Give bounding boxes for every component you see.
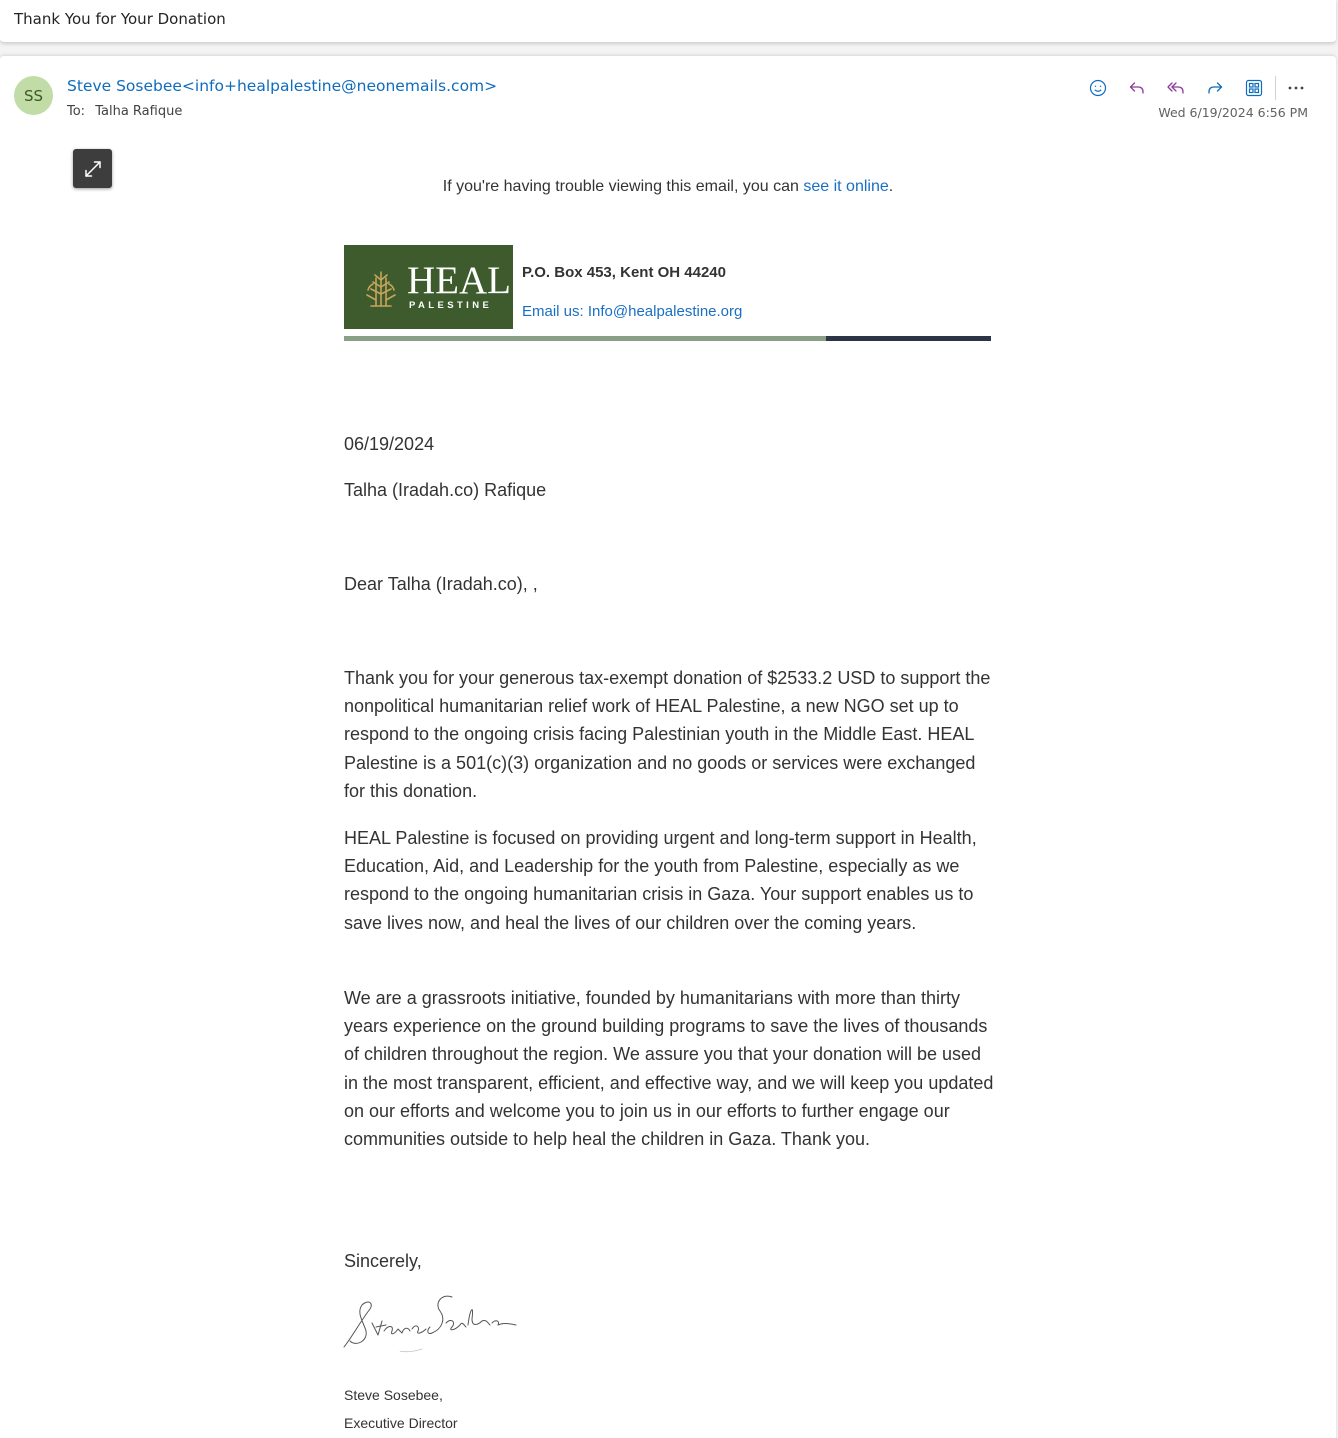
to-label: To: (67, 104, 86, 119)
signer-title: Executive Director (344, 1415, 458, 1431)
signer-name: Steve Sosebee, (344, 1387, 443, 1403)
reply-icon (1127, 78, 1147, 98)
recipient-full-name: Talha (Iradah.co) Rafique (344, 480, 547, 500)
header-divider-dark (826, 336, 991, 341)
emoji-reaction-button[interactable] (1084, 74, 1112, 102)
body-paragraph-1: Thank you for your generous tax-exempt donation of $2533.2 USD to support the nonpolitical humanitarian relief work of HEAL Palestine, a new NGO set up to respond to the ongoing crisis facing Palestinian youth in the Middle East. HEAL Palestine is a 501(c)(3) organization and no goods or services were exchanged for this donation. (344, 668, 991, 801)
salutation: Dear Talha (Iradah.co), , (344, 574, 538, 594)
header-divider-green (344, 336, 826, 341)
mailing-address: P.O. Box 453, Kent OH 44240 (522, 264, 726, 281)
view-online-notice (0, 178, 1336, 196)
email-subject: Thank You for Your Donation (14, 10, 226, 28)
forward-icon (1205, 78, 1225, 98)
apps-button[interactable] (1240, 74, 1268, 102)
expand-icon (83, 159, 103, 179)
recipient-line (67, 104, 182, 119)
see-it-online-link[interactable]: see it online (803, 178, 889, 195)
forward-button[interactable] (1201, 74, 1229, 102)
received-date: Wed 6/19/2024 6:56 PM (1158, 105, 1308, 120)
view-online-text: If you're having trouble viewing this email, you can (442, 178, 804, 195)
actions-divider (1275, 76, 1276, 100)
message-actions (1084, 74, 1321, 102)
email-us-link[interactable]: Email us: Info@healpalestine.org (522, 303, 743, 320)
sender-name[interactable]: Steve Sosebee<info+healpalestine@neonemails.com> (67, 77, 498, 95)
sender-avatar[interactable]: SS (14, 76, 53, 115)
email-header (344, 245, 991, 343)
logo-palestine-text: PALESTINE (409, 300, 493, 311)
body-paragraph-2: HEAL Palestine is focused on providing urgent and long-term support in Health, Education, Aid, and Leadership for the youth from Palestine, especially as we respond to the ongoing humanitarian crisis in Gaza. Your support enables us to save lives now, and heal the lives of our children over the coming years. (344, 828, 977, 933)
more-icon (1286, 78, 1306, 98)
message-card (0, 55, 1336, 1438)
more-actions-button[interactable] (1282, 74, 1310, 102)
closing: Sincerely, (344, 1251, 422, 1271)
handwritten-signature (342, 1289, 522, 1357)
apps-icon (1244, 78, 1264, 98)
body-paragraph-3: We are a grassroots initiative, founded by humanitarians with more than thirty years experience on the ground building programs to save the lives of thousands of children throughout the region. We assure you that your donation will be used in the most transparent, efficient, and effective way, and we will keep you updated on our efforts and welcome you to join us in our efforts to further engage our communities outside to help heal the children in Gaza. Thank you. (344, 988, 994, 1150)
letter-date: 06/19/2024 (344, 434, 435, 454)
recipient-name[interactable]: Talha Rafique (95, 104, 183, 119)
view-online-period: . (888, 178, 894, 195)
reply-button[interactable] (1123, 74, 1151, 102)
reply-all-button[interactable] (1162, 74, 1190, 102)
logo-heal-text: HEAL (407, 259, 511, 302)
reply-all-icon (1166, 78, 1186, 98)
heal-palestine-logo[interactable] (344, 245, 513, 329)
subject-bar (0, 0, 1336, 43)
tree-logo-icon (357, 264, 405, 312)
emoji-icon (1088, 78, 1108, 98)
